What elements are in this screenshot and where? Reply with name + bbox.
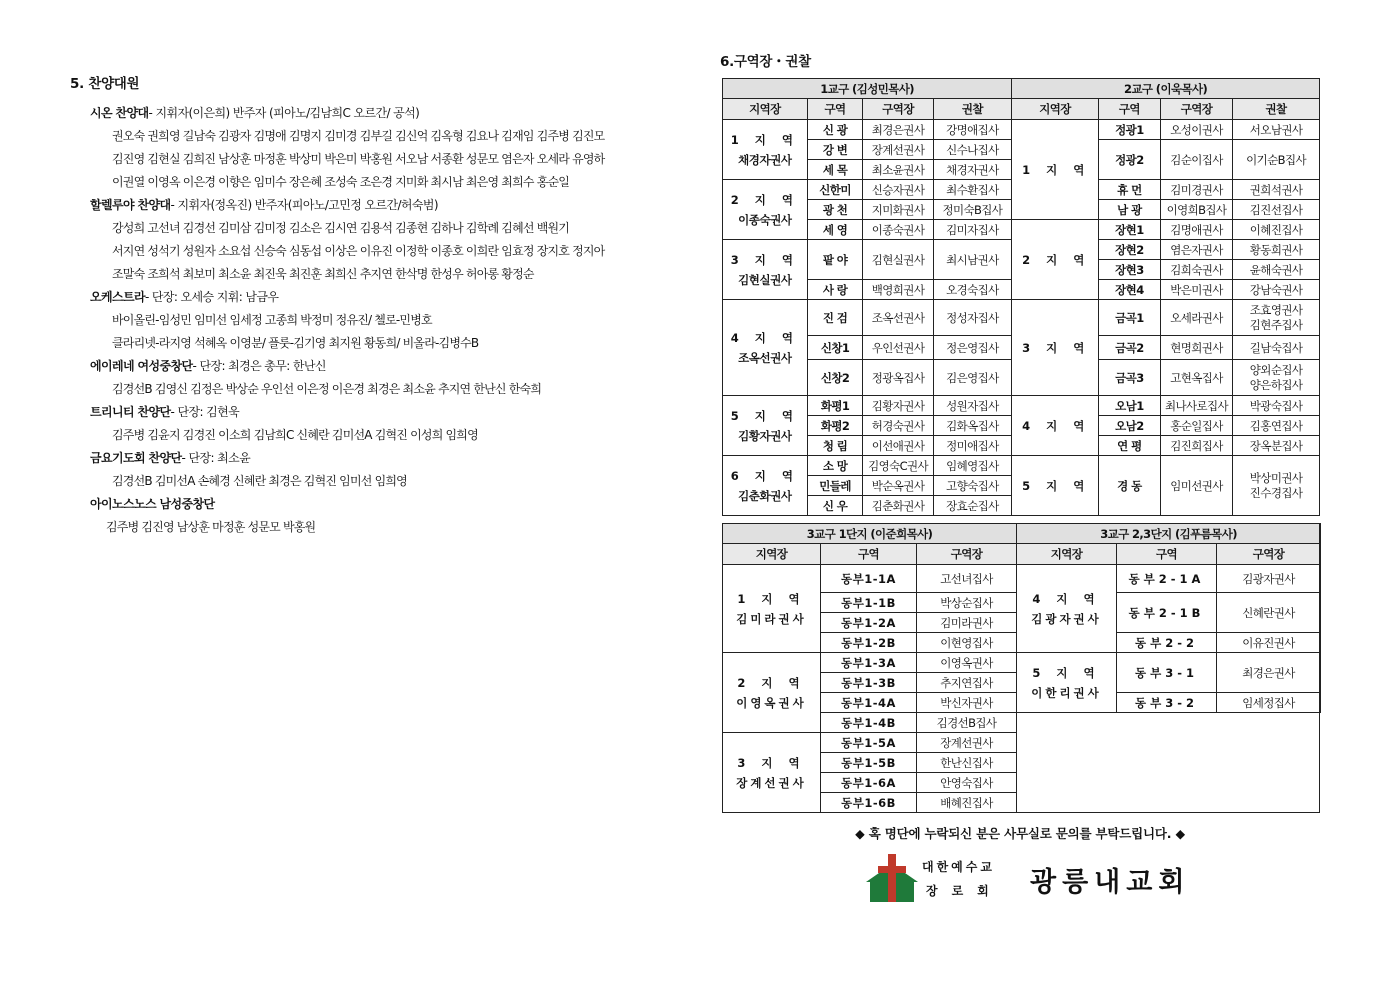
- kwonchal: 이혜진집사: [1233, 220, 1320, 240]
- region-leader-cell: 2 지 역 이영옥권사: [723, 653, 821, 733]
- choir-group-info: - 단장: 최소윤: [181, 451, 251, 465]
- col-header: 지역장: [723, 99, 808, 120]
- district-leader: 염은자권사: [1160, 240, 1232, 260]
- region-label: 3 지 역: [1012, 300, 1099, 396]
- district-name: 동부2-2: [1117, 633, 1217, 653]
- choir-group-name: 금요기도회 찬양단: [90, 451, 182, 465]
- district-name: 팥 야: [807, 240, 863, 280]
- kwonchal: 박광숙집사: [1233, 396, 1320, 416]
- district-name: 동부1-1B: [821, 593, 917, 613]
- district-name: 사 랑: [807, 280, 863, 300]
- district-name: 민들레: [807, 476, 863, 496]
- district-leader: 홍순일집사: [1160, 416, 1232, 436]
- district-name: 동부1-2B: [821, 633, 917, 653]
- district-name: 정광2: [1098, 140, 1160, 180]
- district-leader: 지미화권사: [863, 200, 933, 220]
- kwonchal: 박상미권사 진수경집사: [1233, 456, 1320, 516]
- district-leader: 김황자권사: [863, 396, 933, 416]
- kwonchal: 윤해숙권사: [1233, 260, 1320, 280]
- district-name: 동부2-1B: [1117, 593, 1217, 633]
- district-name: 남 광: [1098, 200, 1160, 220]
- kwonchal: 정미애집사: [933, 436, 1011, 456]
- district-name: 장현4: [1098, 280, 1160, 300]
- district-name: 화평2: [807, 416, 863, 436]
- denomination-line-1: 대한예수교: [922, 860, 995, 874]
- district-leader: 김명애권사: [1160, 220, 1232, 240]
- church-cross-logo-icon: [862, 852, 922, 904]
- district-leader: 임세정집사: [1217, 693, 1321, 713]
- kwonchal: 양외순집사 양은하집사: [1233, 360, 1320, 396]
- choir-group-info: - 지휘자(정옥진) 반주자(피아노/고민정 오르간/허숙범): [170, 198, 438, 212]
- district-name: 동부1-6B: [821, 793, 917, 813]
- district-name: 금곡2: [1098, 336, 1160, 360]
- section-title-choir: 5. 찬양대원: [70, 76, 140, 92]
- district-leader: 박순옥권사: [863, 476, 933, 496]
- choir-group: [70, 194, 690, 286]
- member-line: 이권열 이영옥 이은경 이향은 임미수 장은혜 조성숙 조은경 지미화 최시남 최은영 최희수 홍순일: [112, 175, 570, 189]
- kwonchal: 강명애집사: [933, 120, 1011, 140]
- district-name: 신창1: [807, 336, 863, 360]
- choir-group: [70, 102, 690, 194]
- kwonchal: 오경숙집사: [933, 280, 1011, 300]
- district-name: 동부1-6A: [821, 773, 917, 793]
- district-leader: 최경은권사: [1217, 653, 1321, 693]
- church-name: 광릉내교회: [1030, 867, 1191, 898]
- choir-group-info: - 단장: 최경은 총무: 한난신: [192, 359, 326, 373]
- choir-group-name: 오케스트라: [90, 290, 145, 304]
- district-leader: 김희숙권사: [1160, 260, 1232, 280]
- parish-1-header: 1교구 (김성민목사): [723, 79, 1012, 99]
- kwonchal: 최시남권사: [933, 240, 1011, 280]
- col-header: 권찰: [1233, 99, 1320, 120]
- member-line: 김주병 김진영 남상훈 마정훈 성문모 박홍원: [106, 520, 316, 534]
- district-name: 동부1-1A: [821, 565, 917, 593]
- region-leader-cell: 4 지 역 김광자권사: [1017, 565, 1117, 653]
- kwonchal: 강남숙권사: [1233, 280, 1320, 300]
- choir-group-info: - 지휘자(이은희) 반주자 (피아노/김남희C 오르간/ 공석): [148, 106, 420, 120]
- district-leader: 신승자권사: [863, 180, 933, 200]
- choir-group: [70, 493, 690, 539]
- district-leader: 백영희권사: [863, 280, 933, 300]
- district-leader: 이종숙권사: [863, 220, 933, 240]
- member-line: 서지연 성석기 성원자 소요섭 신승숙 심동섭 이상은 이유진 이정학 이종호 이희란 임효정 장지호 정지아: [112, 244, 605, 258]
- kwonchal: 정미숙B집사: [933, 200, 1011, 220]
- parish-3b-header: 3교구 2,3단지 (김푸름목사): [1017, 524, 1321, 544]
- district-name: 동부3-2: [1117, 693, 1217, 713]
- district-name: 동부1-2A: [821, 613, 917, 633]
- region-leader-cell: 5 지 역 김황자권사: [723, 396, 808, 456]
- kwonchal: 임혜영집사: [933, 456, 1011, 476]
- district-name: 경 동: [1098, 456, 1160, 516]
- kwonchal: 서오남권사: [1233, 120, 1320, 140]
- member-line: 강성희 고선녀 김경선 김미삼 김미정 김소은 김시연 김용석 김종현 김하나 김학례 김혜선 백원기: [112, 221, 570, 235]
- kwonchal: 길남숙집사: [1233, 336, 1320, 360]
- district-name: 세 목: [807, 160, 863, 180]
- district-name: 화평1: [807, 396, 863, 416]
- choir-group: [70, 447, 690, 493]
- district-name: 신 광: [807, 120, 863, 140]
- choir-section: [70, 72, 690, 539]
- member-line: 김경선B 김영신 김정은 박상순 우인선 이은정 이은경 최경은 최소윤 추지연 한난신 한숙희: [112, 382, 542, 396]
- district-leader: 배혜진집사: [917, 793, 1017, 813]
- member-line: 바이올린-임성민 임미선 임세정 고종희 박정미 정유진/ 첼로-민병호: [112, 313, 432, 327]
- kwonchal: 장옥분집사: [1233, 436, 1320, 456]
- member-line: 김경선B 김미선A 손혜경 신혜란 최경은 김혁진 임미선 임희영: [112, 474, 407, 488]
- col-header: 구역장: [1160, 99, 1232, 120]
- kwonchal: 성원자집사: [933, 396, 1011, 416]
- col-header: 구역: [1098, 99, 1160, 120]
- kwonchal: 권희석권사: [1233, 180, 1320, 200]
- col-header: 지역장: [723, 544, 821, 565]
- region-leader-cell: 5 지 역 이한리권사: [1017, 653, 1117, 713]
- district-leader: 조옥선권사: [863, 300, 933, 336]
- district-name: 신창2: [807, 360, 863, 396]
- kwonchal: 김미자집사: [933, 220, 1011, 240]
- member-line: 조말숙 조희석 최보미 최소윤 최진욱 최진훈 최희신 추지연 한삭명 한성우 허아롱 황정순: [112, 267, 534, 281]
- parish-1-2-table: [722, 78, 1320, 516]
- district-leader: 장계선권사: [917, 733, 1017, 753]
- choir-group-info: - 단장: 김현욱: [170, 405, 240, 419]
- col-header: 구역장: [1217, 544, 1321, 565]
- district-leader: 김현실권사: [863, 240, 933, 280]
- col-header: 구역장: [863, 99, 933, 120]
- district-name: 동부2-1A: [1117, 565, 1217, 593]
- district-leader: 현명희권사: [1160, 336, 1232, 360]
- district-leader: 장계선권사: [863, 140, 933, 160]
- kwonchal: 최수환집사: [933, 180, 1011, 200]
- district-name: 신한미: [807, 180, 863, 200]
- district-leader: 최소윤권사: [863, 160, 933, 180]
- district-leader: 신혜란권사: [1217, 593, 1321, 633]
- district-leader: 김춘화권사: [863, 496, 933, 516]
- notice-text: ◆ 혹 명단에 누락되신 분은 사무실로 문의를 부탁드립니다. ◆: [855, 826, 1185, 841]
- col-header: 지역장: [1017, 544, 1117, 565]
- district-leader: 이선애권사: [863, 436, 933, 456]
- region-leader-cell: 1 지 역 채경자권사: [723, 120, 808, 180]
- region-label: 1 지 역: [1012, 120, 1099, 220]
- choir-group-info: - 단장: 오세승 지휘: 남금우: [144, 290, 279, 304]
- district-leader: 김영숙C권사: [863, 456, 933, 476]
- empty-area: [1017, 713, 1321, 813]
- region-leader-cell: 3 지 역 김현실권사: [723, 240, 808, 300]
- section-title-districts: 6.구역장・권찰: [720, 54, 811, 70]
- district-name: 휴 먼: [1098, 180, 1160, 200]
- kwonchal: 고향숙집사: [933, 476, 1011, 496]
- district-name: 장현3: [1098, 260, 1160, 280]
- district-leader: 추지연집사: [917, 673, 1017, 693]
- choir-group: [70, 401, 690, 447]
- district-leader: 박상순집사: [917, 593, 1017, 613]
- col-header: 권찰: [933, 99, 1011, 120]
- district-leader: 고현옥집사: [1160, 360, 1232, 396]
- district-name: 동부3-1: [1117, 653, 1217, 693]
- district-leader: 김진희집사: [1160, 436, 1232, 456]
- district-name: 강 변: [807, 140, 863, 160]
- col-header: 구역장: [917, 544, 1017, 565]
- district-name: 세 영: [807, 220, 863, 240]
- col-header: 지역장: [1012, 99, 1099, 120]
- region-label: 2 지 역: [1012, 220, 1099, 300]
- choir-group-name: 에이레네 여성중창단: [90, 359, 193, 373]
- region-leader-cell: 6 지 역 김춘화권사: [723, 456, 808, 516]
- district-leader: 최나사로집사: [1160, 396, 1232, 416]
- parish-2-header: 2교구 (이욱목사): [1012, 79, 1320, 99]
- member-line: 클라리넷-라지영 석혜옥 이영분/ 플룻-김기영 최지원 황동희/ 비올라-김병수B: [112, 336, 479, 350]
- district-leader: 이영옥권사: [917, 653, 1017, 673]
- district-leader: 임미선권사: [1160, 456, 1232, 516]
- district-name: 금곡3: [1098, 360, 1160, 396]
- region-leader-cell: 1 지 역 김미라권사: [723, 565, 821, 653]
- district-leader: 김경선B집사: [917, 713, 1017, 733]
- district-name: 오남1: [1098, 396, 1160, 416]
- region-label: 4 지 역: [1012, 396, 1099, 456]
- district-leader: 오세라권사: [1160, 300, 1232, 336]
- district-leader: 박신자권사: [917, 693, 1017, 713]
- choir-group-name: 트리니티 찬양단: [90, 405, 171, 419]
- district-name: 진 검: [807, 300, 863, 336]
- region-label: 5 지 역: [1012, 456, 1099, 516]
- district-name: 정광1: [1098, 120, 1160, 140]
- district-name: 동부1-4A: [821, 693, 917, 713]
- district-leader: 김광자권사: [1217, 565, 1321, 593]
- col-header: 구역: [1117, 544, 1217, 565]
- district-name: 장현2: [1098, 240, 1160, 260]
- kwonchal: 조효영권사 김현주집사: [1233, 300, 1320, 336]
- district-leader: 정광옥집사: [863, 360, 933, 396]
- col-header: 구역: [821, 544, 917, 565]
- member-line: 김진영 김현실 김희진 남상훈 마정훈 박상미 박은미 박홍원 서오남 서종환 성문모 염은자 오세라 유영하: [112, 152, 605, 166]
- choir-group-name: 시온 찬양대: [90, 106, 149, 120]
- district-name: 신 우: [807, 496, 863, 516]
- choir-group-name: 아이노스노스 남성중창단: [90, 497, 215, 511]
- district-leader: 우인선권사: [863, 336, 933, 360]
- denomination-line-2: 장로회: [926, 884, 1003, 898]
- region-leader-cell: 3 지 역 장계선권사: [723, 733, 821, 813]
- district-leader: 한난신집사: [917, 753, 1017, 773]
- kwonchal: 정성자집사: [933, 300, 1011, 336]
- region-leader-cell: 2 지 역 이종숙권사: [723, 180, 808, 240]
- district-leader: 박은미권사: [1160, 280, 1232, 300]
- member-line: 김주병 김윤지 김경진 이소희 김남희C 신혜란 김미선A 김혁진 이성희 임희영: [112, 428, 478, 442]
- district-name: 청 림: [807, 436, 863, 456]
- kwonchal: 신수나집사: [933, 140, 1011, 160]
- district-name: 장현1: [1098, 220, 1160, 240]
- district-name: 동부1-3A: [821, 653, 917, 673]
- district-leader: 고선녀집사: [917, 565, 1017, 593]
- choir-group-name: 할렐루야 찬양대: [90, 198, 171, 212]
- district-name: 동부1-5A: [821, 733, 917, 753]
- district-leader: 오성이권사: [1160, 120, 1232, 140]
- district-leader: 김순이집사: [1160, 140, 1232, 180]
- district-name: 오남2: [1098, 416, 1160, 436]
- district-leader: 이현영집사: [917, 633, 1017, 653]
- district-leader: 이유진권사: [1217, 633, 1321, 653]
- kwonchal: 김홍연집사: [1233, 416, 1320, 436]
- district-name: 동부1-5B: [821, 753, 917, 773]
- district-leader: 최경은권사: [863, 120, 933, 140]
- district-name: 금곡1: [1098, 300, 1160, 336]
- col-header: 구역: [807, 99, 863, 120]
- parish-3a-header: 3교구 1단지 (이준희목사): [723, 524, 1017, 544]
- member-line: 권오숙 권희영 길남숙 김광자 김명애 김명지 김미경 김부길 김신억 김옥형 김요나 김재임 김주병 김진모: [112, 129, 605, 143]
- choir-group: [70, 355, 690, 401]
- district-leader: 김미경권사: [1160, 180, 1232, 200]
- kwonchal: 김은영집사: [933, 360, 1011, 396]
- district-name: 연 평: [1098, 436, 1160, 456]
- kwonchal: 김진선집사: [1233, 200, 1320, 220]
- district-name: 소 망: [807, 456, 863, 476]
- choir-group: [70, 286, 690, 355]
- district-name: 동부1-4B: [821, 713, 917, 733]
- kwonchal: 이기순B집사: [1233, 140, 1320, 180]
- district-leader: 김미라권사: [917, 613, 1017, 633]
- kwonchal: 황동희권사: [1233, 240, 1320, 260]
- kwonchal: 장효순집사: [933, 496, 1011, 516]
- district-leader: 허경숙권사: [863, 416, 933, 436]
- kwonchal: 김화옥집사: [933, 416, 1011, 436]
- kwonchal: 채경자권사: [933, 160, 1011, 180]
- district-leader: 이영희B집사: [1160, 200, 1232, 220]
- district-name: 동부1-3B: [821, 673, 917, 693]
- region-leader-cell: 4 지 역 조옥선권사: [723, 300, 808, 396]
- parish-3-table: [722, 523, 1321, 813]
- district-leader: 안영숙집사: [917, 773, 1017, 793]
- district-name: 광 천: [807, 200, 863, 220]
- kwonchal: 정은영집사: [933, 336, 1011, 360]
